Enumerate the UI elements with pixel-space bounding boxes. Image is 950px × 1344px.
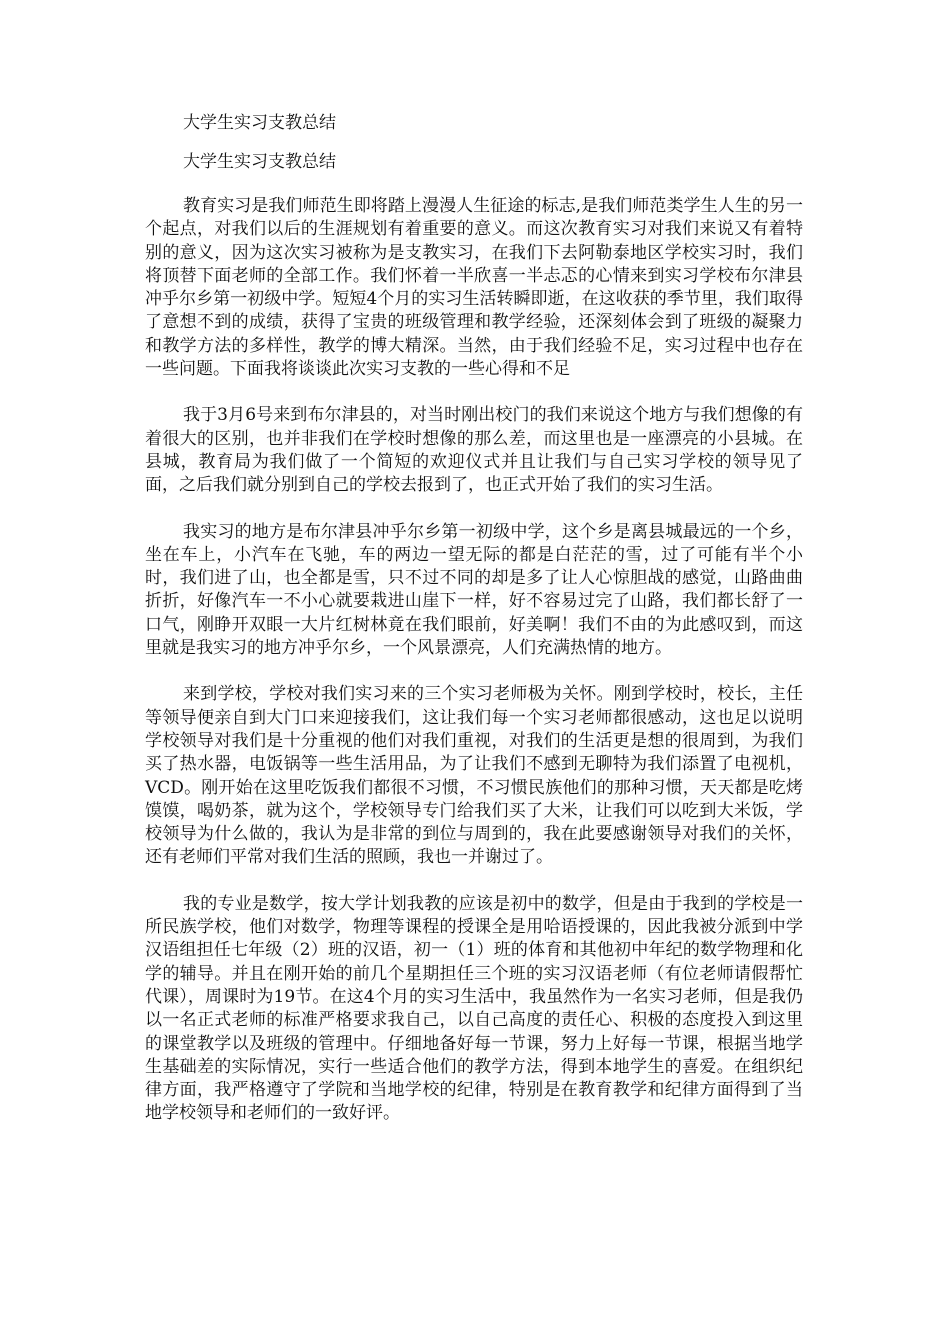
document-body — [145, 112, 803, 1149]
paragraph-teaching: 我的专业是数学，按大学计划我教的应该是初中的数学，但是由于我到的学校是一所民族学校，他们对数学，物理等课程的授课全是用哈语授课的，因此我被分派到中学汉语组担任七年级（2）班的汉语，初一（1）班的体育和其他初中年纪的数学物理和化学的辅导。并且在刚开始的前几个星期担任三个班的实习汉语老师（有位老师请假帮忙代课），周课时为19节。在这4个月的实习生活中，我虽然作为一名实习老师，但是我仍以一名正式老师的标准严格要求我自己，以自己高度的责任心、积极的态度投入到这里的课堂教学以及班级的管理中。仔细地备好每一节课，努力上好每一节课，根据当地学生基础差的实际情况，实行一些适合他们的教学方法，得到本地学生的喜爱。在组织纪律方面，我严格遵守了学院和当地学校的纪律，特别是在教育教学和纪律方面得到了当地学校领导和老师们的一致好评。 — [145, 893, 803, 1124]
document-heading-2: 大学生实习支教总结 — [183, 152, 336, 172]
paragraph-school-care: 来到学校，学校对我们实习来的三个实习老师极为关怀。刚到学校时，校长，主任等领导便亲自到大门口来迎接我们，这让我们每一个实习老师都很感动，这也足以说明学校领导对我们是十分重视的他们对我们重视，对我们的生活更是想的很周到，为我们买了热水器，电饭锅等一些生活用品，为了让我们不感到无聊特为我们添置了电视机，VCD。刚开始在这里吃饭我们都很不习惯，不习惯民族他们的那种习惯，天天都是吃烤馍馍，喝奶茶，就为这个，学校领导专门给我们买了大米，让我们可以吃到大米饭，学校领导为什么做的，我认为是非常的到位与周到的，我在此要感谢领导对我们的关怀，还有老师们平常对我们生活的照顾，我也一并谢过了。 — [145, 684, 803, 868]
paragraph-location: 我实习的地方是布尔津县冲乎尔乡第一初级中学，这个乡是离县城最远的一个乡，坐在车上，小汽车在飞驰，车的两边一望无际的都是白茫茫的雪，过了可能有半个小时，我们进了山，也全都是雪，只不过不同的却是多了让人心惊胆战的感觉，山路曲曲折折，好像汽车一不小心就要栽进山崖下一样，好不容易过完了山路，我们都长舒了一口气，刚睁开双眼一大片红树林竟在我们眼前，好美啊！我们不由的为此感叹到，而这里就是我实习的地方冲乎尔乡，一个风景漂亮，人们充满热情的地方。 — [145, 521, 803, 659]
document-heading-1: 大学生实习支教总结 — [183, 113, 336, 133]
paragraph-arrival: 我于3月6号来到布尔津县的，对当时刚出校门的我们来说这个地方与我们想像的有着很大的区别，也并非我们在学校时想像的那么差，而这里也是一座漂亮的小县城。在县城，教育局为我们做了一个简短的欢迎仪式并且让我们与自己实习学校的领导见了面，之后我们就分别到自己的学校去报到了，也正式开始了我们的实习生活。 — [145, 405, 803, 496]
paragraph-intro: 教育实习是我们师范生即将踏上漫漫人生征途的标志,是我们师范类学生人生的另一个起点，对我们以后的生涯规划有着重要的意义。而这次教育实习对我们来说又有着特别的意义，因为这次实习被称为是支教实习，在我们下去阿勒泰地区学校实习时，我们将顶替下面老师的全部工作。我们怀着一半欣喜一半忐忑的心情来到实习学校布尔津县冲乎尔乡第一初级中学。短短4个月的实习生活转瞬即逝，在这收获的季节里，我们取得了意想不到的成绩，获得了宝贵的班级管理和教学经验，还深刻体会到了班级的凝聚力和教学方法的多样性，教学的博大精深。当然，由于我们经验不足，实习过程中也存在一些问题。下面我将谈谈此次实习支教的一些心得和不足 — [145, 196, 803, 380]
